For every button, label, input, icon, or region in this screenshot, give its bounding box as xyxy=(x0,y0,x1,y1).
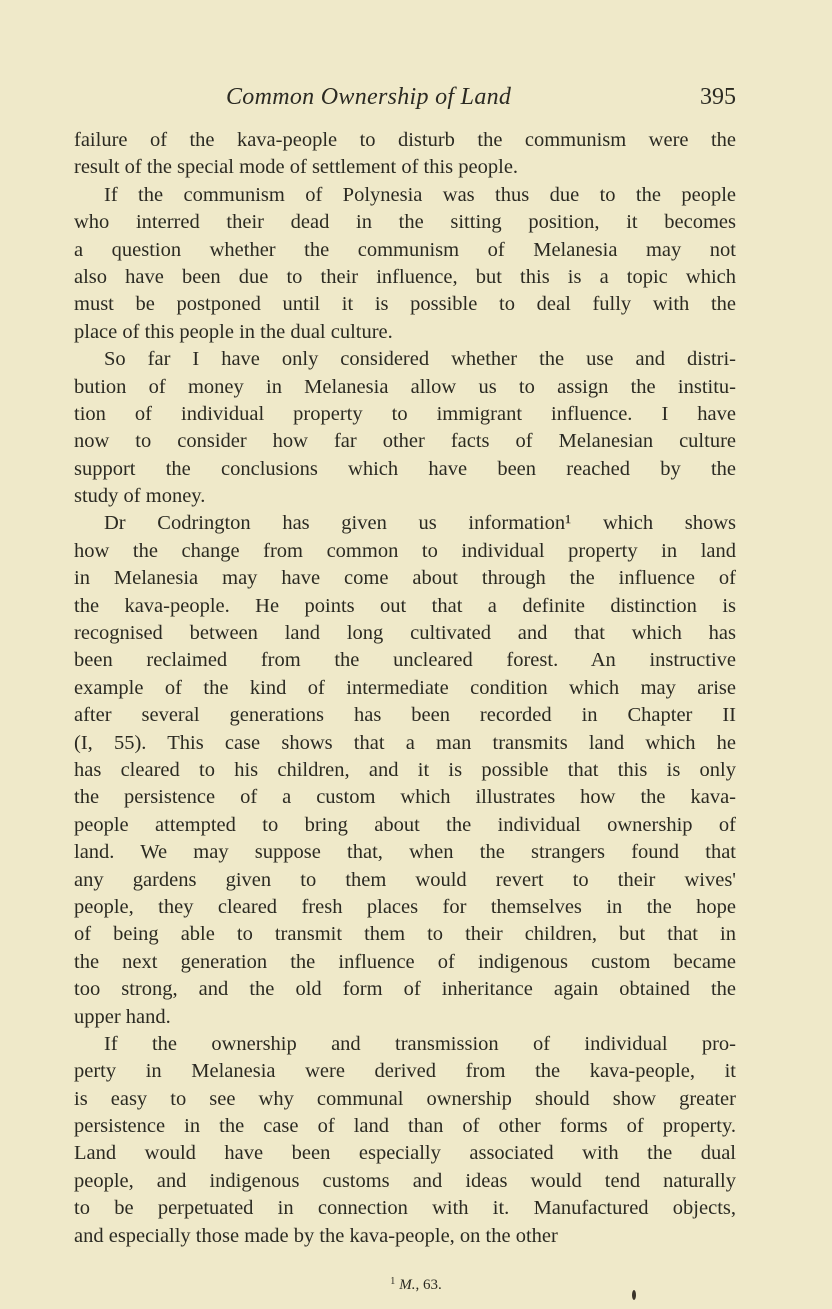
text-line: recognised between land long cultivated and that which has xyxy=(74,622,736,645)
page-number: 395 xyxy=(700,84,736,110)
text-line: If the ownership and transmission of individual pro- xyxy=(104,1032,736,1055)
text-line: tion of individual property to immigrant influence. I have xyxy=(74,402,736,425)
footnote-mark: 1 xyxy=(390,1276,396,1287)
text-line: people, and indigenous customs and ideas would tend naturally xyxy=(74,1169,736,1192)
text-line: people, they cleared fresh places for themselves in the hope xyxy=(74,895,736,918)
running-title: Common Ownership of Land xyxy=(226,84,512,110)
text-line: persistence in the case of land than of other forms of property. xyxy=(74,1115,736,1138)
text-line: support the conclusions which have been reached by the xyxy=(74,457,736,480)
text-line: (I, 55). This case shows that a man transmits land which he xyxy=(74,731,736,754)
footnote-source: M. xyxy=(399,1277,416,1293)
text-line: land. We may suppose that, when the strangers found that xyxy=(74,841,736,864)
text-line: If the communism of Polynesia was thus due to the people xyxy=(104,183,736,206)
text-line: who interred their dead in the sitting position, it becomes xyxy=(74,211,736,234)
running-header xyxy=(74,84,736,116)
text-line: the persistence of a custom which illustrates how the kava- xyxy=(74,786,736,809)
text-line: place of this people in the dual culture. xyxy=(74,320,393,343)
footnote-page: , 63. xyxy=(415,1277,442,1293)
text-line: to be perpetuated in connection with it. Manufactured objects, xyxy=(74,1197,736,1220)
text-line: Dr Codrington has given us information¹ which shows xyxy=(104,512,736,535)
text-line: is easy to see why communal ownership should show greater xyxy=(74,1087,736,1110)
text-line: upper hand. xyxy=(74,1005,171,1028)
text-line: has cleared to his children, and it is possible that this is only xyxy=(74,758,736,781)
text-line: failure of the kava-people to disturb the communism were the xyxy=(74,129,736,151)
text-line: must be postponed until it is possible to deal fully with the xyxy=(74,293,736,316)
text-line: the kava-people. He points out that a definite distinction is xyxy=(74,594,736,617)
text-line: So far I have only considered whether the use and distri- xyxy=(104,348,736,371)
paragraph xyxy=(74,510,736,1030)
text-line: now to consider how far other facts of Melanesian culture xyxy=(74,430,736,453)
text-line: also have been due to their influence, but this is a topic which xyxy=(74,265,736,288)
text-line: the next generation the influence of indigenous custom became xyxy=(74,950,736,973)
paragraph xyxy=(74,1031,736,1250)
text-line: any gardens given to them would revert to their wives' xyxy=(74,868,736,891)
text-line: result of the special mode of settlement of this people. xyxy=(74,156,519,179)
text-line: of being able to transmit them to their children, but that in xyxy=(74,923,736,946)
text-line: too strong, and the old form of inheritance again obtained the xyxy=(74,978,736,1001)
scan-speck xyxy=(632,1290,636,1300)
text-line: people attempted to bring about the individual ownership of xyxy=(74,813,736,836)
text-line: and especially those made by the kava-people, on the other xyxy=(74,1224,558,1247)
text-line: how the change from common to individual property in land xyxy=(74,539,736,562)
body-text xyxy=(74,127,736,1250)
footnote xyxy=(0,1277,832,1294)
text-line: study of money. xyxy=(74,485,206,508)
text-line: Land would have been especially associated with the dual xyxy=(74,1142,736,1165)
text-line: been reclaimed from the uncleared forest. An instructive xyxy=(74,649,736,672)
text-line: in Melanesia may have come about through the influence of xyxy=(74,567,736,590)
text-line: after several generations has been recorded in Chapter II xyxy=(74,704,736,727)
paragraph xyxy=(74,346,736,510)
text-line: a question whether the communism of Melanesia may not xyxy=(74,238,736,261)
text-line: bution of money in Melanesia allow us to assign the institu- xyxy=(74,375,736,398)
text-line: example of the kind of intermediate condition which may arise xyxy=(74,676,736,699)
paragraph xyxy=(74,127,736,182)
paragraph xyxy=(74,182,736,346)
text-line: perty in Melanesia were derived from the kava-people, it xyxy=(74,1060,736,1083)
